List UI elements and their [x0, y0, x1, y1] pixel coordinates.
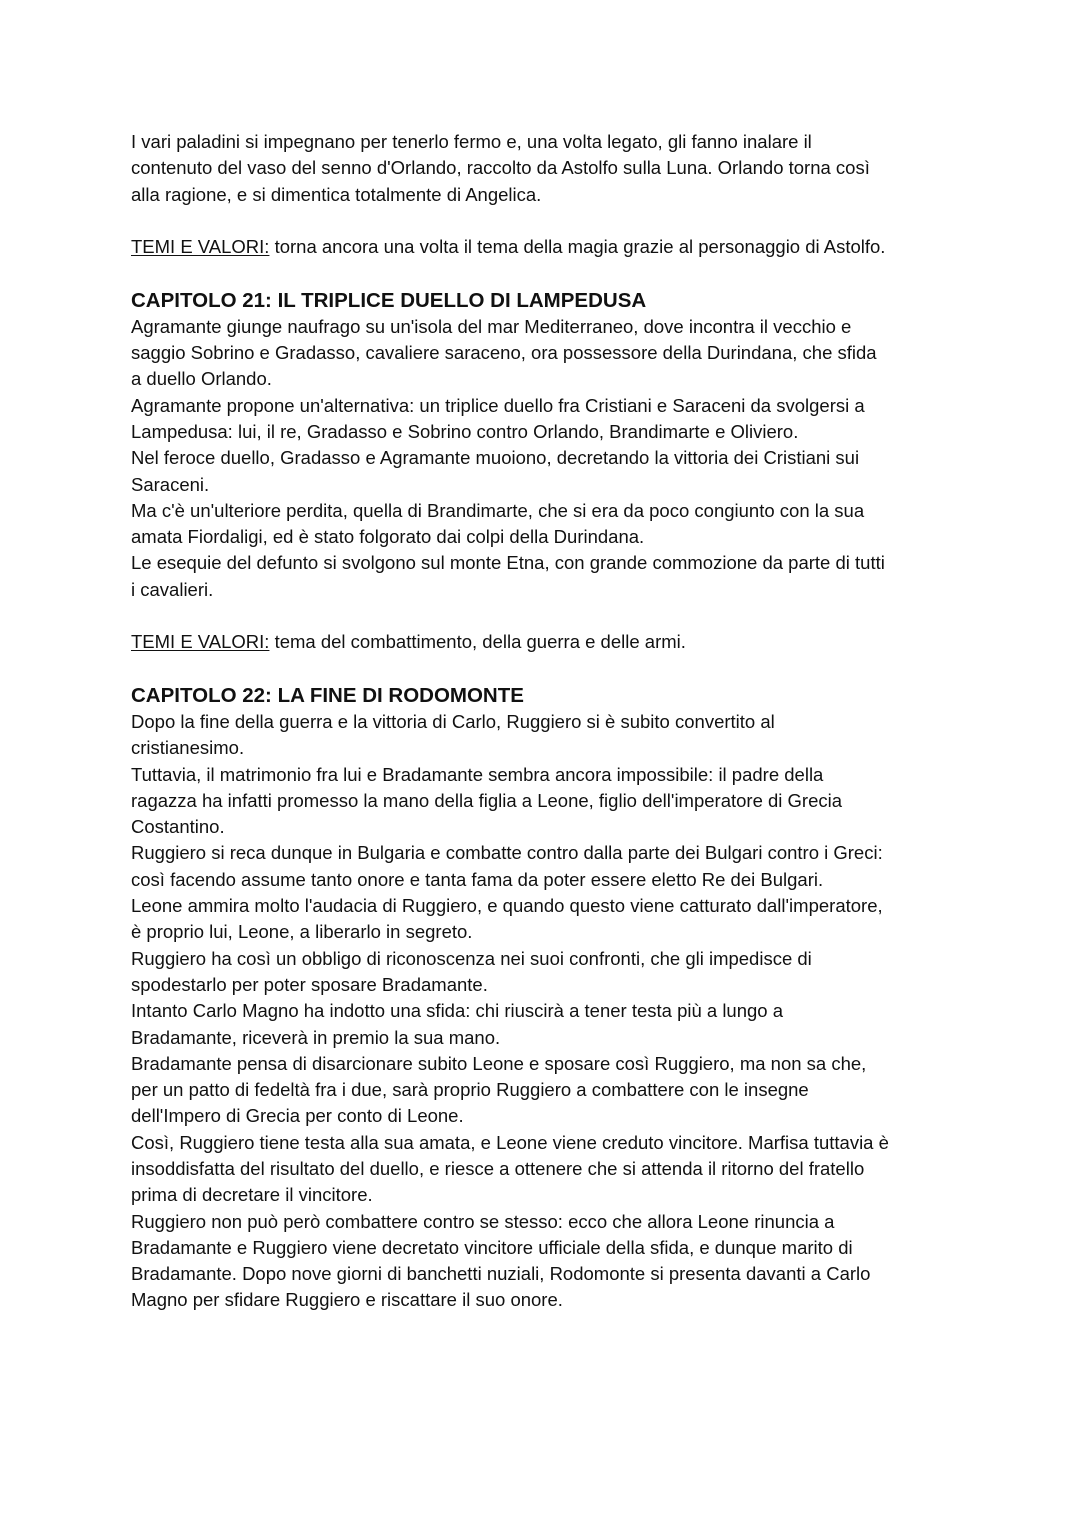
text-line: Intanto Carlo Magno ha indotto una sfida: chi riuscirà a tener testa più a lungo a: [131, 1000, 784, 1022]
text-line: così facendo assume tanto onore e tanta fama da poter essere eletto Re dei Bulgari.: [131, 868, 824, 890]
text-line: amata Fiordaligi, ed è stato folgorato dai colpi della Durindana.: [131, 526, 645, 548]
intro-paragraph: [131, 129, 961, 208]
themes-text: tema del combattimento, della guerra e delle armi.: [269, 631, 686, 653]
document-page: [131, 129, 961, 1314]
text-line: alla ragione, e si dimentica totalmente di Angelica.: [131, 183, 542, 205]
themes-line: [131, 234, 961, 260]
text-line: contenuto del vaso del senno d'Orlando, raccolto da Astolfo sulla Luna. Orlando torna così: [131, 157, 870, 179]
text-line: Agramante propone un'alternativa: un triplice duello fra Cristiani e Saraceni da svolgersi a: [131, 394, 865, 416]
text-line: Magno per sfidare Ruggiero e riscattare il suo onore.: [131, 1289, 563, 1311]
text-line: a duello Orlando.: [131, 368, 272, 390]
paragraph-spacer: [131, 656, 961, 682]
text-line: Leone ammira molto l'audacia di Ruggiero, e quando questo viene catturato dall'imperatore,: [131, 895, 883, 917]
text-line: Ruggiero si reca dunque in Bulgaria e combatte contro dalla parte dei Bulgari contro i Greci:: [131, 842, 883, 864]
text-line: Bradamante. Dopo nove giorni di banchetti nuziali, Rodomonte si presenta davanti a Carlo: [131, 1263, 871, 1285]
text-line: cristianesimo.: [131, 737, 245, 759]
text-line: Ruggiero non può però combattere contro se stesso: ecco che allora Leone rinuncia a: [131, 1210, 835, 1232]
text-line: prima di decretare il vincitore.: [131, 1184, 373, 1206]
chapter-21-title: CAPITOLO 21: IL TRIPLICE DUELLO DI LAMPEDUSA: [131, 288, 647, 312]
text-line: Agramante giunge naufrago su un'isola del mar Mediterraneo, dove incontra il vecchio e: [131, 315, 852, 337]
text-line: Costantino.: [131, 816, 225, 838]
text-line: Così, Ruggiero tiene testa alla sua amata, e Leone viene creduto vincitore. Marfisa tuttavia è: [131, 1131, 889, 1153]
text-line: Bradamante e Ruggiero viene decretato vincitore ufficiale della sfida, e dunque marito di: [131, 1236, 853, 1258]
themes-text: torna ancora una volta il tema della magia grazie al personaggio di Astolfo.: [269, 236, 886, 258]
paragraph-spacer: [131, 260, 961, 286]
text-line: Tuttavia, il matrimonio fra lui e Bradamante sembra ancora impossibile: il padre della: [131, 763, 824, 785]
text-line: spodestarlo per poter sposare Bradamante.: [131, 973, 488, 995]
text-line: Ma c'è un'ulteriore perdita, quella di Brandimarte, che si era da poco congiunto con la sua: [131, 499, 865, 521]
text-line: I vari paladini si impegnano per tenerlo fermo e, una volta legato, gli fanno inalare il: [131, 131, 812, 152]
chapter-22-body: [131, 709, 961, 1314]
text-line: Nel feroce duello, Gradasso e Agramante muoiono, decretando la vittoria dei Cristiani sui: [131, 447, 860, 469]
text-line: Ruggiero ha così un obbligo di riconoscenza nei suoi confronti, che gli impedisce di: [131, 947, 812, 969]
themes-label: TEMI E VALORI:: [131, 236, 270, 258]
text-line: saggio Sobrino e Gradasso, cavaliere saraceno, ora possessore della Durindana, che sfida: [131, 342, 877, 364]
text-line: Bradamante, riceverà in premio la sua mano.: [131, 1026, 501, 1048]
chapter-22-title: CAPITOLO 22: LA FINE DI RODOMONTE: [131, 683, 524, 707]
chapter-21-body: [131, 314, 961, 603]
text-line: Dopo la fine della guerra e la vittoria di Carlo, Ruggiero si è subito convertito al: [131, 710, 775, 732]
text-line: Saraceni.: [131, 473, 210, 495]
themes-line: [131, 629, 961, 655]
text-line: i cavalieri.: [131, 578, 214, 600]
text-line: ragazza ha infatti promesso la mano della figlia a Leone, figlio dell'imperatore di Grecia: [131, 789, 843, 811]
paragraph-spacer: [131, 208, 961, 234]
text-line: insoddisfatta del risultato del duello, e riesce a ottenere che si attenda il ritorno del fratello: [131, 1157, 865, 1179]
text-line: è proprio lui, Leone, a liberarlo in segreto.: [131, 921, 473, 943]
paragraph-spacer: [131, 603, 961, 629]
text-line: Bradamante pensa di disarcionare subito Leone e sposare così Ruggiero, ma non sa che,: [131, 1052, 867, 1074]
text-line: per un patto di fedeltà fra i due, sarà proprio Ruggiero a combattere con le insegne: [131, 1079, 809, 1101]
text-line: Le esequie del defunto si svolgono sul monte Etna, con grande commozione da parte di tutti: [131, 552, 885, 574]
text-line: Lampedusa: lui, il re, Gradasso e Sobrino contro Orlando, Brandimarte e Oliviero.: [131, 420, 799, 442]
themes-label: TEMI E VALORI:: [131, 631, 270, 653]
text-line: dell'Impero di Grecia per conto di Leone.: [131, 1105, 464, 1127]
